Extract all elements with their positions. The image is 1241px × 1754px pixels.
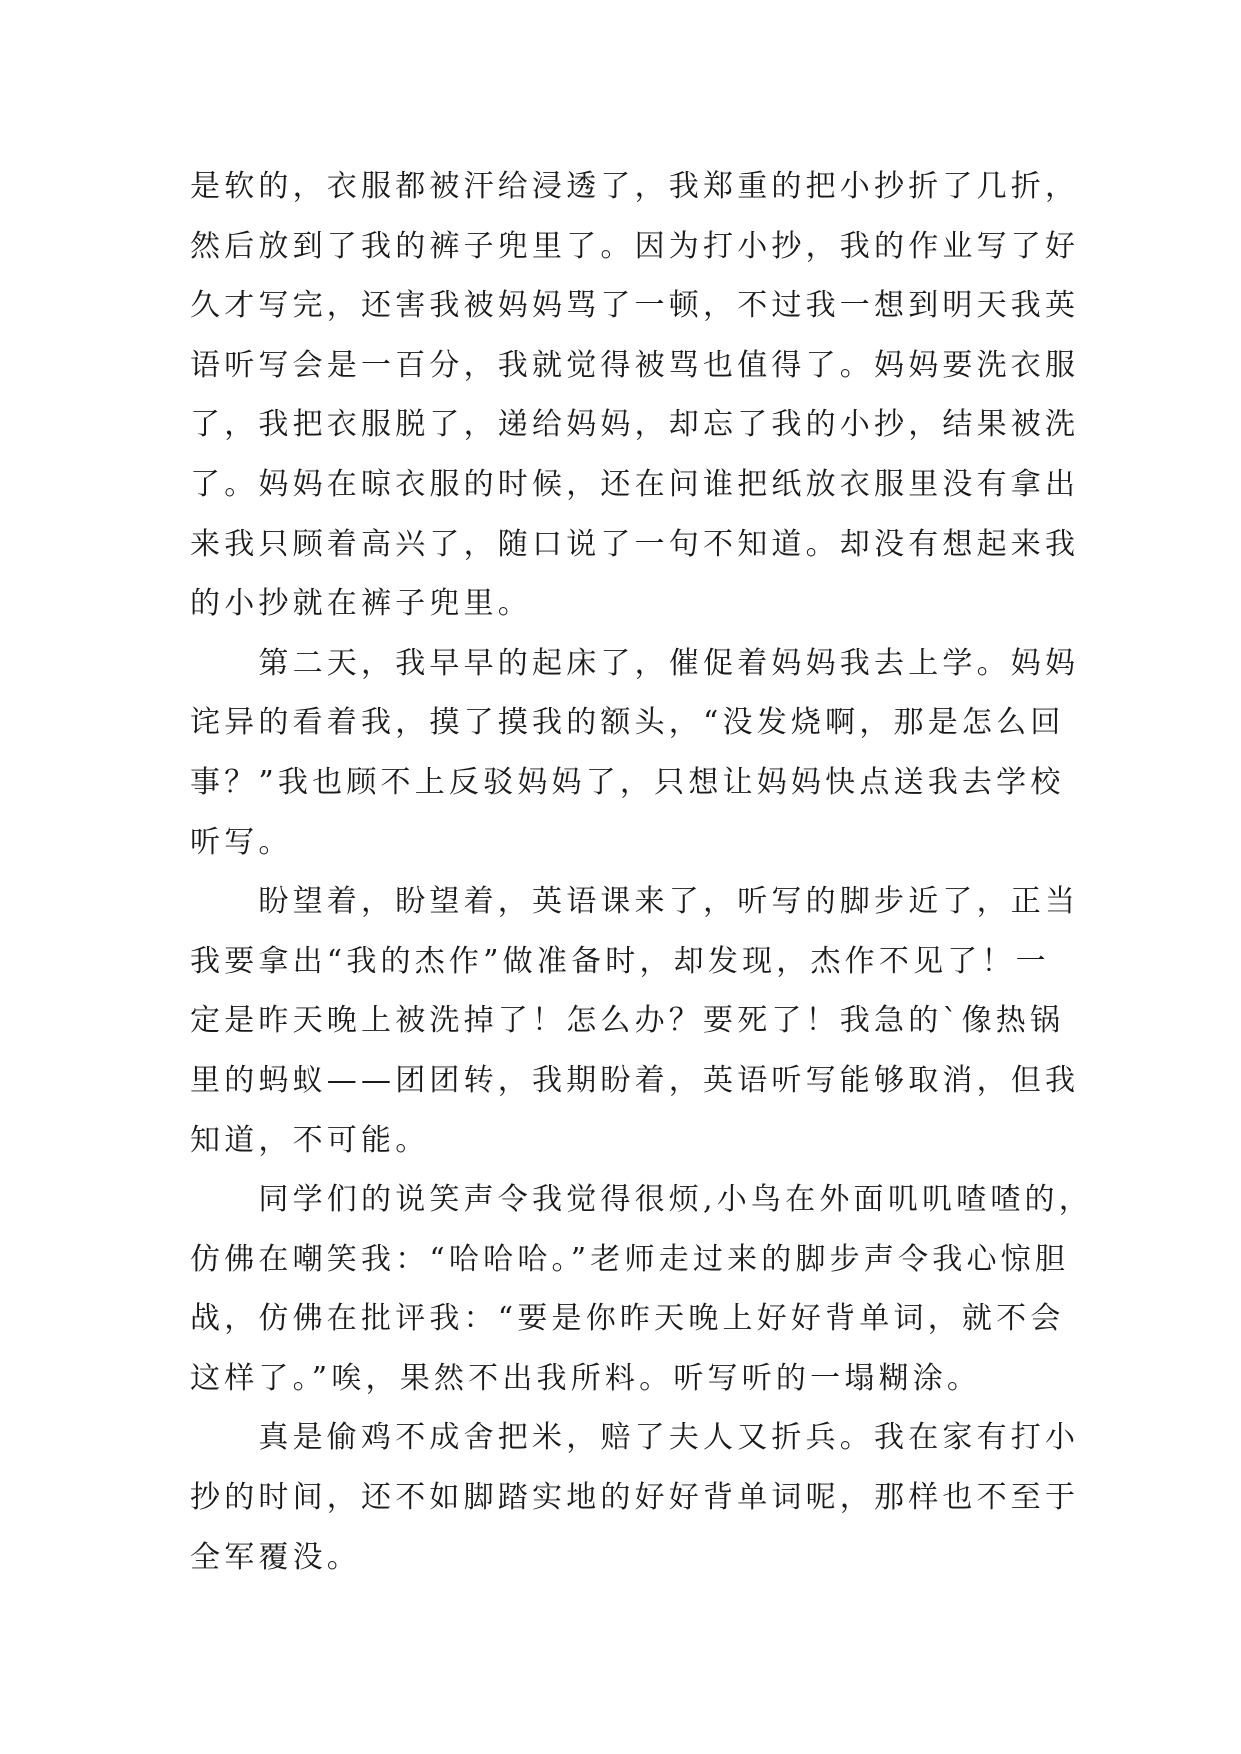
text-line: 事？”我也顾不上反驳妈妈了，只想让妈妈快点送我去学校 — [190, 764, 1065, 800]
text-line: 了。妈妈在晾衣服的时候，还在问谁把纸放衣服里没有拿出 — [190, 466, 1080, 502]
text-line: 诧异的看着我，摸了摸我的额头，“没发烧啊，那是怎么回 — [190, 705, 1065, 741]
text-line: 是软的，衣服都被汗给浸透了，我郑重的把小抄折了几折， — [190, 169, 1080, 204]
text-line: 然后放到了我的裤子兜里了。因为打小抄，我的作业写了好 — [190, 228, 1080, 264]
text-line: 全军覆没。 — [190, 1539, 361, 1575]
text-line: 战，仿佛在批评我：“要是你昨天晚上好好背单词，就不会 — [190, 1301, 1065, 1337]
text-line: 知道，不可能。 — [190, 1122, 430, 1158]
text-line: 同学们的说笑声令我觉得很烦,小鸟在外面叽叽喳喳的， — [190, 1182, 1093, 1218]
text-line: 的小抄就在裤子兜里。 — [190, 586, 532, 622]
text-line: 听写。 — [190, 824, 293, 860]
text-line: 仿佛在嘲笑我：“哈哈哈。”老师走过来的脚步声令我心惊胆 — [190, 1241, 1070, 1277]
text-line: 了，我把衣服脱了，递给妈妈，却忘了我的小抄，结果被洗 — [190, 407, 1080, 443]
text-line: 我要拿出“我的杰作”做准备时，却发现，杰作不见了！一 — [190, 943, 1050, 979]
text-line: 来我只顾着高兴了，随口说了一句不知道。却没有想起来我 — [190, 526, 1080, 562]
text-line: 里的蚂蚁——团团转，我期盼着，英语听写能够取消，但我 — [190, 1062, 1080, 1098]
text-line: 抄的时间，还不如脚踏实地的好好背单词呢，那样也不至于 — [190, 1480, 1080, 1516]
text-line: 盼望着，盼望着，英语课来了，听写的脚步近了，正当 — [190, 884, 1080, 920]
text-line: 语听写会是一百分，我就觉得被骂也值得了。妈妈要洗衣服 — [190, 347, 1080, 383]
text-line: 第二天，我早早的起床了，催促着妈妈我去上学。妈妈 — [190, 645, 1080, 681]
text-line: 定是昨天晚上被洗掉了！怎么办？要死了！我急的`像热锅 — [190, 1003, 1065, 1039]
text-line: 真是偷鸡不成舍把米，赔了夫人又折兵。我在家有打小 — [190, 1420, 1080, 1456]
text-line: 这样了。”唉，果然不出我所料。听写听的一塌糊涂。 — [190, 1360, 982, 1396]
text-line: 久才写完，还害我被妈妈骂了一顿，不过我一想到明天我英 — [190, 288, 1080, 324]
essay-body — [190, 157, 1093, 1587]
